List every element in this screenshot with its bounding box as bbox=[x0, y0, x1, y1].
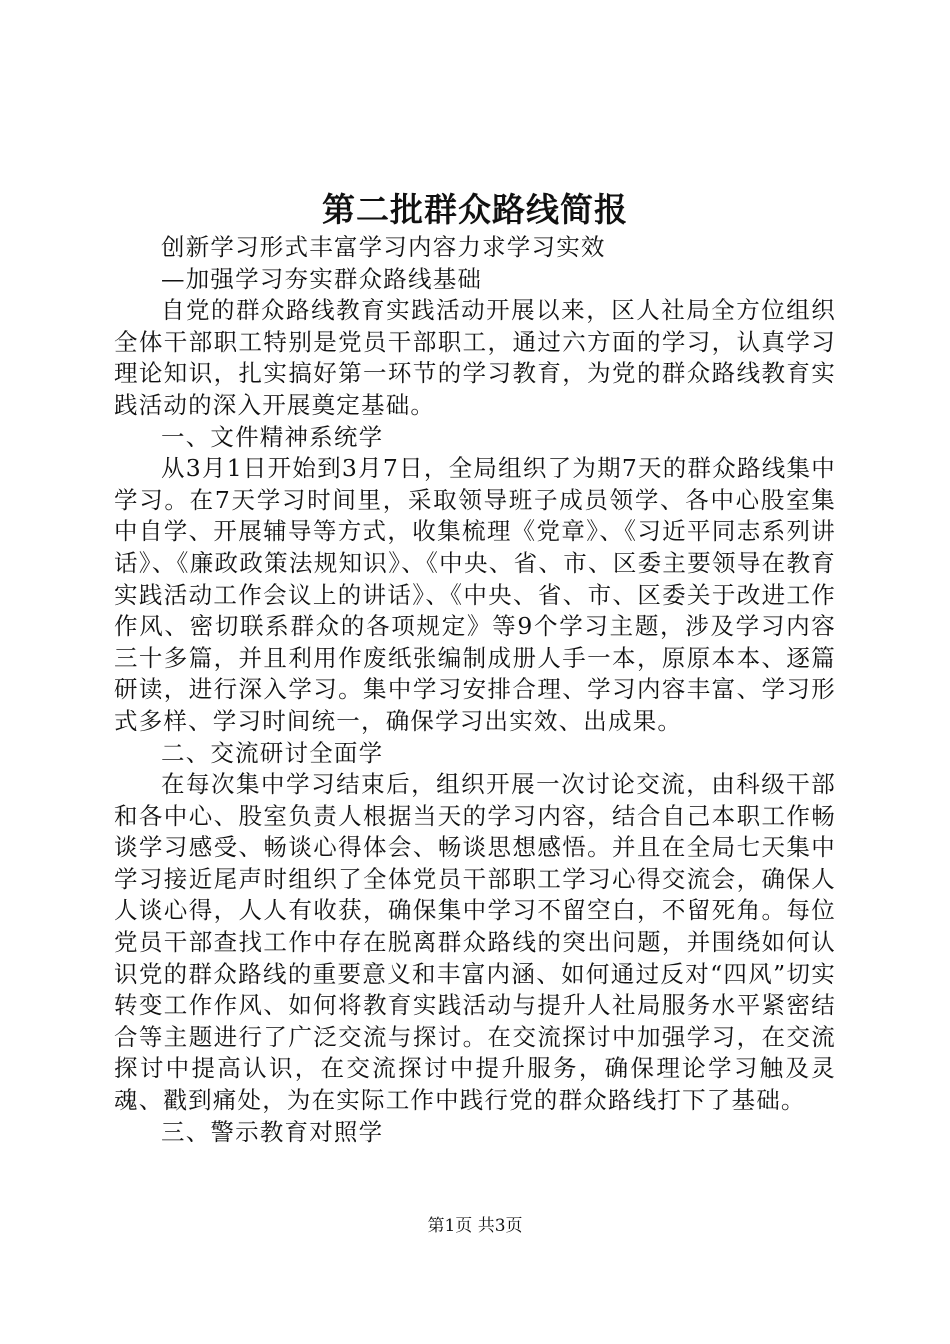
subtitle-line-1: 创新学习形式丰富学习内容力求学习实效 bbox=[161, 233, 606, 261]
section-heading-1: 一、文件精神系统学 bbox=[161, 422, 384, 451]
intro-paragraph: 自党的群众路线教育实践活动开展以来，区人社局全方位组织全体干部职工特别是党员干部职工，通过六方面的学习，认真学习理论知识，扎实搞好第一环节的学习教育，为党的群众路线教育实践活动的深入开展奠定基础。 bbox=[114, 296, 836, 419]
document-title: 第二批群众路线简报 bbox=[322, 190, 628, 229]
page-number-footer: 第1页 共3页 bbox=[427, 1216, 523, 1236]
section-heading-2: 二、交流研讨全面学 bbox=[161, 738, 384, 767]
subtitle-line-2: —加强学习夯实群众路线基础 bbox=[161, 264, 483, 293]
document-body bbox=[114, 232, 836, 1148]
section-heading-3: 三、警示教育对照学 bbox=[161, 1117, 384, 1146]
section-paragraph-1: 从3月1日开始到3月7日，全局组织了为期7天的群众路线集中学习。在7天学习时间里，采取领导班子成员领学、各中心股室集中自学、开展辅导等方式，收集梳理《党章》、《习近平同志系列讲话》、《廉政政策法规知识》、《中央、省、市、区委主要领导在教育实践活动工作会议上的讲话》、《中央、省、市、区委关于改进工作作风、密切联系群众的各项规定》等9个学习主题，涉及学习内容三十多篇，并且利用作废纸张编制成册人手一本，原原本本、逐篇研读，进行深入学习。集中学习安排合理、学习内容丰富、学习形式多样、学习时间统一，确保学习出实效、出成果。 bbox=[114, 454, 836, 735]
section-paragraph-2: 在每次集中学习结束后，组织开展一次讨论交流，由科级干部和各中心、股室负责人根据当天的学习内容，结合自己本职工作畅谈学习感受、畅谈心得体会、畅谈思想感悟。并且在全局七天集中学习接近尾声时组织了全体党员干部职工学习心得交流会，确保人人谈心得，人人有收获，确保集中学习不留空白，不留死角。每位党员干部查找工作中存在脱离群众路线的突出问题，并围绕如何认识党的群众路线的重要意义和丰富内涵、如何通过反对“四风”切实转变工作作风、如何将教育实践活动与提升人社局服务水平紧密结合等主题进行了广泛交流与探讨。在交流探讨中加强学习，在交流探讨中提高认识，在交流探讨中提升服务，确保理论学习触及灵魂、戳到痛处，为在实际工作中践行党的群众路线打下了基础。 bbox=[114, 770, 836, 1115]
